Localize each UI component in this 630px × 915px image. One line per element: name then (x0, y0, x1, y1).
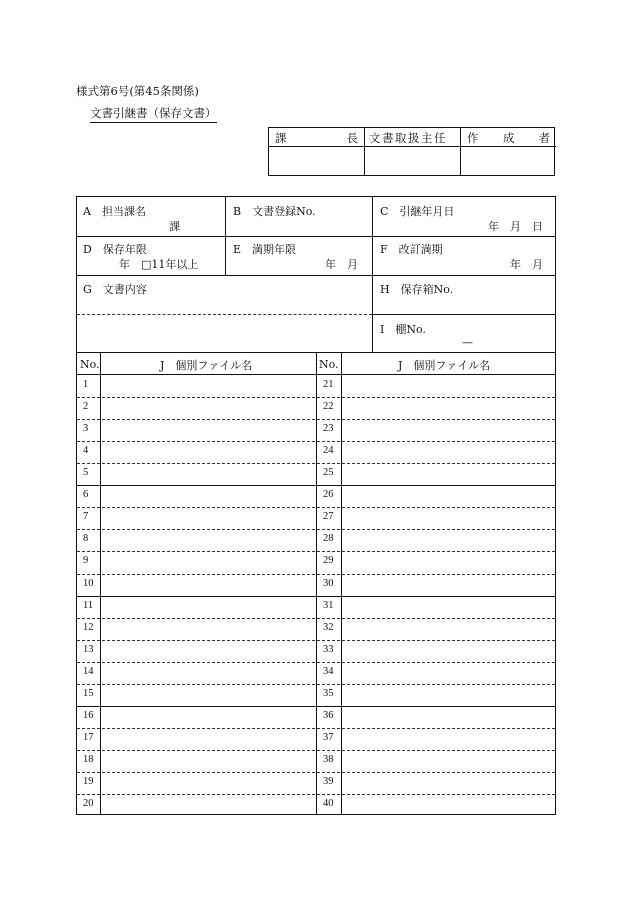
document-title: 文書引継書（保存文書） (90, 105, 217, 123)
field-a-label: A 担当課名 (83, 205, 146, 218)
row-number: 5 (83, 467, 89, 479)
file-name-field[interactable] (101, 618, 315, 640)
file-name-field[interactable] (101, 485, 315, 507)
file-name-field[interactable] (101, 706, 315, 728)
field-c-date: 年 月 日 (488, 220, 543, 233)
row-number: 29 (323, 555, 334, 567)
row-number: 38 (323, 753, 334, 765)
file-name-field[interactable] (342, 529, 556, 551)
row-number: 16 (83, 709, 94, 721)
row-number: 39 (323, 775, 334, 787)
file-name-field[interactable] (101, 574, 315, 596)
row-number: 4 (83, 445, 89, 457)
row-number: 12 (83, 621, 94, 633)
row-number: 14 (83, 665, 94, 677)
file-name-field[interactable] (101, 397, 315, 419)
file-name-field[interactable] (101, 551, 315, 573)
row-number: 19 (83, 775, 94, 787)
field-f-value: 年 月 (510, 258, 543, 271)
file-name-field[interactable] (342, 728, 556, 750)
file-name-field[interactable] (342, 684, 556, 706)
file-name-field[interactable] (342, 618, 556, 640)
row-number: 40 (323, 797, 334, 809)
info-divider (77, 236, 555, 237)
info-divider (372, 314, 555, 315)
row-number: 26 (323, 489, 334, 501)
row-number: 10 (83, 577, 94, 589)
row-number: 6 (83, 489, 89, 501)
file-name-field[interactable] (342, 596, 556, 618)
field-b-label: B 文書登録No. (233, 205, 316, 218)
field-i-label: I 棚No. (380, 323, 426, 336)
approval-section-chief-header: 課 長 (269, 128, 364, 147)
field-d-label: D 保存年限 (83, 243, 147, 256)
form-number-label: 様式第6号(第45条関係) (76, 84, 199, 98)
file-name-field[interactable] (101, 750, 315, 772)
row-number: 23 (323, 423, 334, 435)
row-number: 27 (323, 511, 334, 523)
file-name-field[interactable] (101, 419, 315, 441)
row-number: 9 (83, 555, 89, 567)
row-number: 3 (83, 423, 89, 435)
file-name-field[interactable] (101, 375, 315, 397)
approval-preparer[interactable] (461, 128, 556, 175)
field-f-label: F 改訂満期 (380, 243, 443, 256)
field-c-label: C 引継年月日 (380, 205, 455, 218)
row-number: 28 (323, 533, 334, 545)
file-list-table (76, 353, 556, 815)
file-name-field[interactable] (342, 750, 556, 772)
row-number: 34 (323, 665, 334, 677)
field-e-value: 年 月 (325, 258, 358, 271)
file-name-field[interactable] (342, 794, 556, 816)
info-col-divider (225, 197, 226, 275)
file-name-field[interactable] (342, 463, 556, 485)
list-no-header-left: No. (80, 358, 100, 371)
file-name-field[interactable] (101, 596, 315, 618)
list-col-divider (316, 353, 317, 814)
file-name-field[interactable] (342, 640, 556, 662)
file-name-field[interactable] (342, 662, 556, 684)
row-number: 37 (323, 731, 334, 743)
file-name-field[interactable] (101, 529, 315, 551)
file-name-field[interactable] (342, 551, 556, 573)
info-block (76, 196, 556, 353)
row-number: 7 (83, 511, 89, 523)
file-name-field[interactable] (342, 485, 556, 507)
file-name-field[interactable] (101, 463, 315, 485)
row-number: 32 (323, 621, 334, 633)
field-h-label: H 保存箱No. (380, 283, 454, 296)
row-number: 17 (83, 731, 94, 743)
list-no-header-right: No. (319, 358, 339, 371)
row-number: 15 (83, 687, 94, 699)
row-number: 30 (323, 577, 334, 589)
row-number: 1 (83, 379, 89, 390)
approval-document-officer[interactable] (365, 128, 461, 175)
list-name-header-right: J 個別ファイル名 (398, 359, 491, 372)
row-number: 36 (323, 709, 334, 721)
info-dashed-divider (77, 314, 372, 315)
file-name-field[interactable] (342, 397, 556, 419)
row-number: 8 (83, 533, 89, 545)
approval-preparer-header: 作 成 者 (461, 128, 556, 147)
file-name-field[interactable] (342, 441, 556, 463)
file-name-field[interactable] (342, 706, 556, 728)
file-name-field[interactable] (101, 772, 315, 794)
approval-stamp-box (268, 127, 555, 176)
field-i-dash: — (462, 336, 473, 349)
field-e-label: E 満期年限 (233, 243, 297, 256)
row-number: 18 (83, 753, 94, 765)
field-a-suffix: 課 (169, 220, 180, 233)
file-name-field[interactable] (101, 794, 315, 816)
row-number: 21 (323, 379, 334, 390)
row-number: 24 (323, 445, 334, 457)
info-divider (77, 275, 555, 276)
row-number: 25 (323, 467, 334, 479)
row-number: 20 (83, 797, 94, 809)
row-number: 22 (323, 401, 334, 412)
file-name-field[interactable] (101, 662, 315, 684)
row-number: 35 (323, 687, 334, 699)
row-number: 31 (323, 599, 334, 611)
row-number: 13 (83, 643, 94, 655)
field-d-value: 年 □11年以上 (119, 258, 199, 271)
list-name-header-left: J 個別ファイル名 (160, 359, 253, 372)
file-name-field[interactable] (101, 684, 315, 706)
file-name-field[interactable] (342, 574, 556, 596)
field-g-label: G 文書内容 (83, 283, 147, 296)
file-name-field[interactable] (342, 507, 556, 529)
approval-document-officer-header: 文書取扱主任 (365, 128, 460, 147)
row-number: 2 (83, 401, 89, 412)
row-number: 33 (323, 643, 334, 655)
row-number: 11 (83, 599, 94, 611)
file-name-field[interactable] (342, 375, 556, 397)
file-name-field[interactable] (101, 441, 315, 463)
file-name-field[interactable] (101, 507, 315, 529)
file-name-field[interactable] (342, 419, 556, 441)
file-name-field[interactable] (342, 772, 556, 794)
info-col-divider (372, 197, 373, 353)
approval-section-chief[interactable] (269, 128, 365, 175)
file-name-field[interactable] (101, 728, 315, 750)
file-name-field[interactable] (101, 640, 315, 662)
